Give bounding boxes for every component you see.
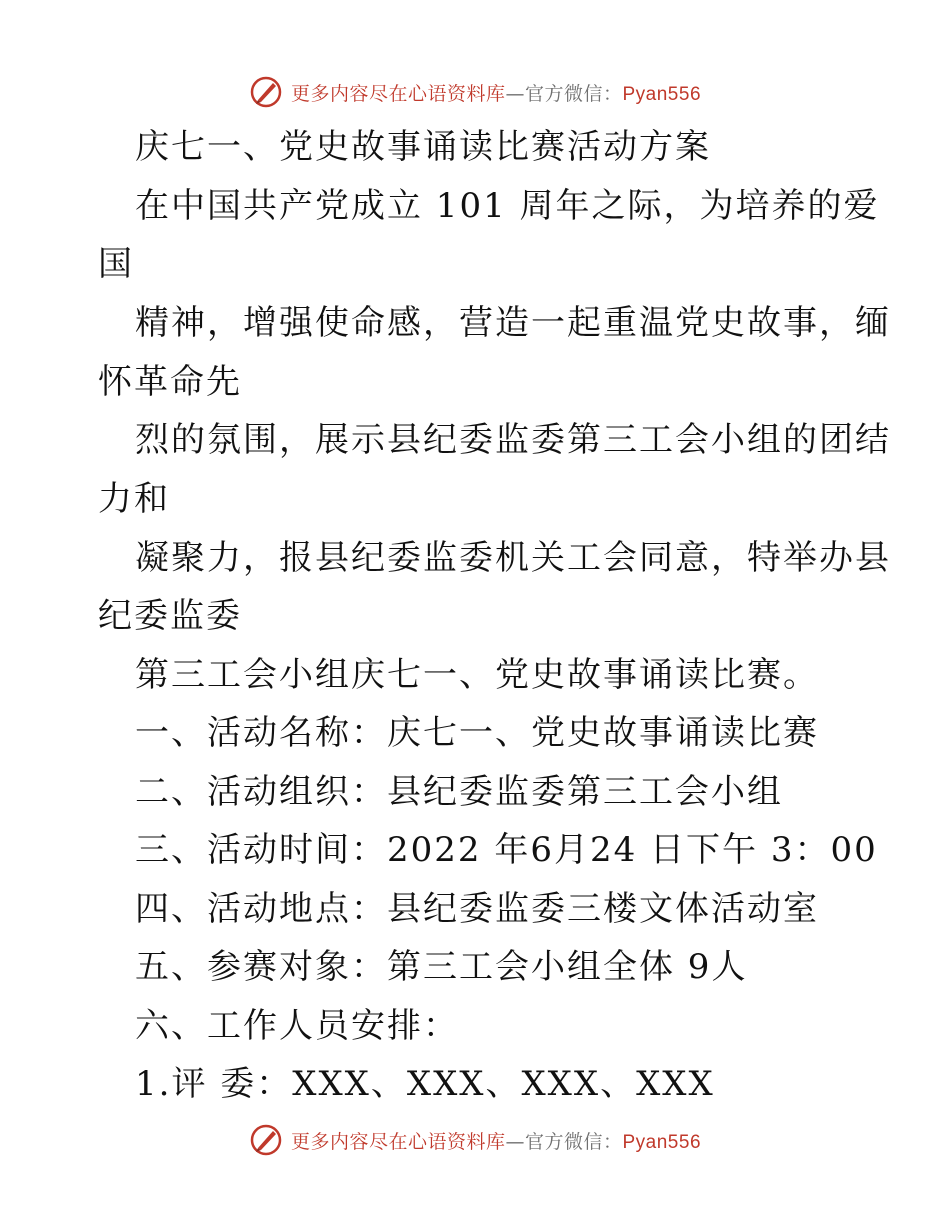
paragraph-line: 凝聚力，报县纪委监委机关工会同意，特举办县: [135, 538, 891, 578]
quill-logo-icon: [249, 75, 283, 109]
section-participants: 五、参赛对象：第三工会小组全体 9人: [135, 947, 748, 987]
section-staff: 六、工作人员安排：: [135, 1006, 459, 1046]
section-location: 四、活动地点：县纪委监委三楼文体活动室: [135, 889, 819, 929]
paragraph-line: 烈的氛围，展示县纪委监委第三工会小组的团结: [135, 420, 891, 460]
section-organizer: 二、活动组织：县纪委监委第三工会小组: [135, 772, 783, 812]
staff-judges: 1.评 委：XXX、XXX、XXX、XXX: [135, 1064, 715, 1104]
watermark-banner-top: [0, 70, 950, 114]
quill-logo-icon: [249, 1123, 283, 1157]
paragraph-line: 精神，增强使命感，营造一起重温党史故事，缅: [135, 303, 891, 343]
paragraph-line: 怀革命先: [98, 362, 242, 402]
section-time: 三、活动时间：2022 年6月24 日下午 3：00: [135, 830, 878, 870]
watermark-banner-bottom: [0, 1118, 950, 1162]
paragraph-line: 第三工会小组庆七一、党史故事诵读比赛。: [135, 655, 819, 695]
paragraph-line: 力和: [98, 479, 170, 519]
paragraph-line: 国: [98, 244, 134, 284]
paragraph-line: 在中国共产党成立 101 周年之际，为培养的爱: [135, 186, 880, 226]
watermark-text: 更多内容尽在心语资料库—官方微信：Pyan556: [290, 1130, 702, 1153]
paragraph-line: 纪委监委: [98, 596, 242, 636]
watermark-text: 更多内容尽在心语资料库—官方微信：Pyan556: [290, 82, 702, 105]
document-title: 庆七一、党史故事诵读比赛活动方案: [135, 127, 711, 167]
section-activity-name: 一、活动名称：庆七一、党史故事诵读比赛: [135, 713, 819, 753]
